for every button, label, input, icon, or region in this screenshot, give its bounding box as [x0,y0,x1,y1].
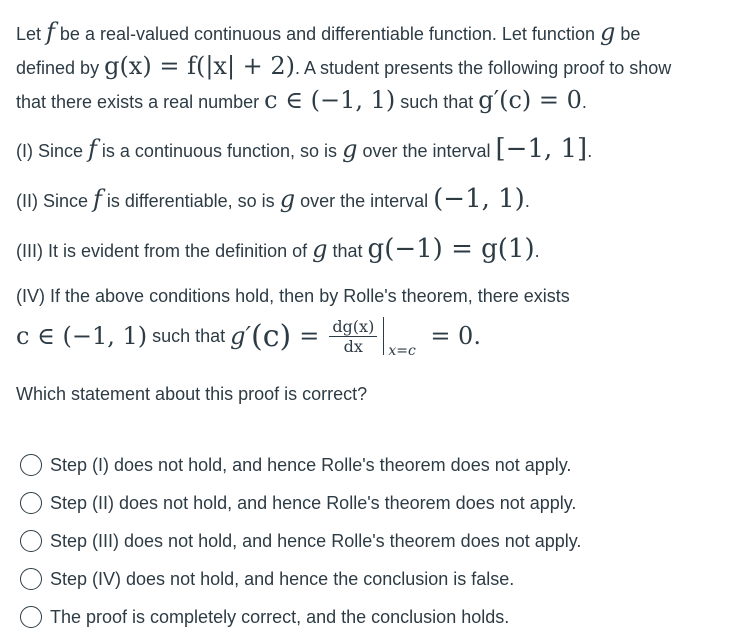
evaluation-point: x=c [388,343,416,359]
question-prompt: Which statement about this proof is correct? [16,384,368,404]
math-g-equality: g(−1) = g(1) [367,234,535,264]
math-g: g [599,18,616,46]
intro-text: be a real-valued continuous and differentiable function. Let function [54,24,600,44]
answer-option-1[interactable] [20,450,571,480]
intro-text: . A student presents the following proof to show [295,58,672,78]
derivative-fraction [329,317,377,356]
math-f: f [88,135,97,163]
step-4-line-2: c ∈ (−1, 1) such that g′ (c) = $\frac{dg(x)}{dx}$ x=c = 0. [16,316,481,359]
step-3: (III) It is evident from the definition of g that g(−1) = g(1). [16,234,540,264]
math-g: g [312,235,328,263]
answer-option-5[interactable] [20,602,509,632]
radio-button[interactable] [20,568,42,590]
math-gprime: g′ [230,322,251,350]
radio-button[interactable] [20,492,42,514]
answer-option-3[interactable] [20,526,581,556]
option-label: The proof is completely correct, and the conclusion holds. [50,606,510,627]
radio-button[interactable] [20,454,42,476]
intro-line-1 [16,18,640,46]
math-open-interval: (−1, 1) [433,184,525,214]
radio-button[interactable] [20,606,42,628]
math-result: = 0. [430,322,481,350]
math-g: g [342,135,358,163]
answer-option-2[interactable] [20,488,576,518]
answer-option-4[interactable] [20,564,514,594]
math-c-interval: c ∈ (−1, 1) [16,322,148,350]
intro-text: Let [16,24,47,44]
intro-text: be [615,24,641,44]
fraction-numerator: dg(x) [329,317,377,337]
option-label: Step (IV) does not hold, and hence the conclusion is false. [50,568,515,589]
math-g-definition: g(x) = f(|x| + 2) [104,52,296,80]
math-c-interval: c ∈ (−1, 1) [264,86,396,114]
math-f: f [46,18,55,46]
option-label: Step (I) does not hold, and hence Rolle's theorem does not apply. [50,454,572,475]
step-2: (II) Since f is differentiable, so is g over the interval (−1, 1). [16,184,530,214]
math-closed-interval: [−1, 1] [495,134,588,164]
math-f: f [93,185,102,213]
intro-text: such that [395,92,479,112]
intro-line-3 [16,86,587,114]
step-4-line-1: (IV) If the above conditions hold, then by Rolle's theorem, there exists [16,286,570,306]
intro-text: that there exists a real number [16,92,265,112]
math-equals: = [299,322,320,350]
intro-text: . [581,92,587,112]
intro-line-2 [16,52,671,80]
option-label: Step (III) does not hold, and hence Rolle's theorem does not apply. [50,530,582,551]
math-c-arg: (c) [250,318,292,354]
fraction-denominator: dx [343,336,363,356]
evaluation-bar [383,317,430,359]
step-1: (I) Since f is a continuous function, so is g over the interval [−1, 1]. [16,134,593,164]
math-gprime-zero: g′(c) = 0 [478,86,582,114]
option-label: Step (II) does not hold, and hence Rolle's theorem does not apply. [50,492,577,513]
radio-button[interactable] [20,530,42,552]
math-g: g [279,185,296,213]
intro-text: defined by [16,58,105,78]
